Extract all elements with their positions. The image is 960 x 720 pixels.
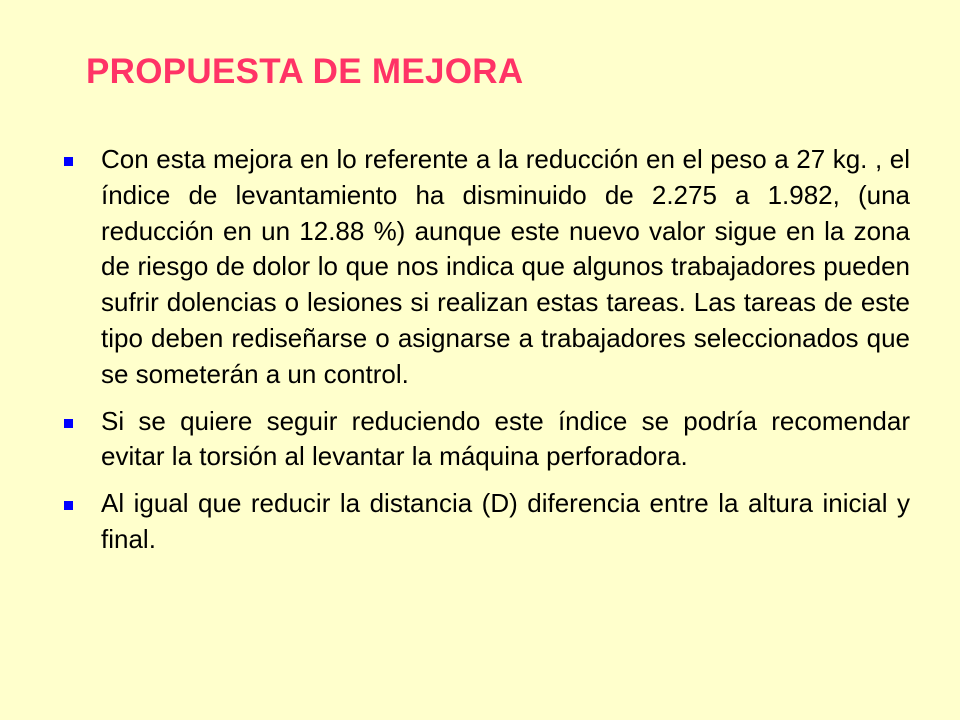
bullet-text: Si se quiere seguir reduciendo este índice se podría recomendar evitar la torsión al levantar la máquina perforadora. <box>101 405 910 472</box>
bullet-item <box>60 404 910 476</box>
slide-title: PROPUESTA DE MEJORA <box>86 52 524 91</box>
bullet-item <box>60 486 910 558</box>
bullet-list <box>60 142 910 569</box>
square-bullet-icon <box>64 157 73 166</box>
square-bullet-icon <box>64 501 73 510</box>
bullet-text: Con esta mejora en lo referente a la reducción en el peso a 27 kg. , el índice de levantamiento ha disminuido de 2.275 a 1.982, (una reducción en un 12.88 %) aunque este nuevo valor sigue en la zona de riesgo de dolor lo que nos indica que algunos trabajadores pueden sufrir dolencias o lesiones si realizan estas tareas. Las tareas de este tipo deben rediseñarse o asignarse a trabajadores seleccionados que se someterán a un control. <box>101 144 910 389</box>
bullet-text: Al igual que reducir la distancia (D) diferencia entre la altura inicial y final. <box>101 488 910 554</box>
bullet-item <box>60 142 910 393</box>
square-bullet-icon <box>64 419 73 428</box>
